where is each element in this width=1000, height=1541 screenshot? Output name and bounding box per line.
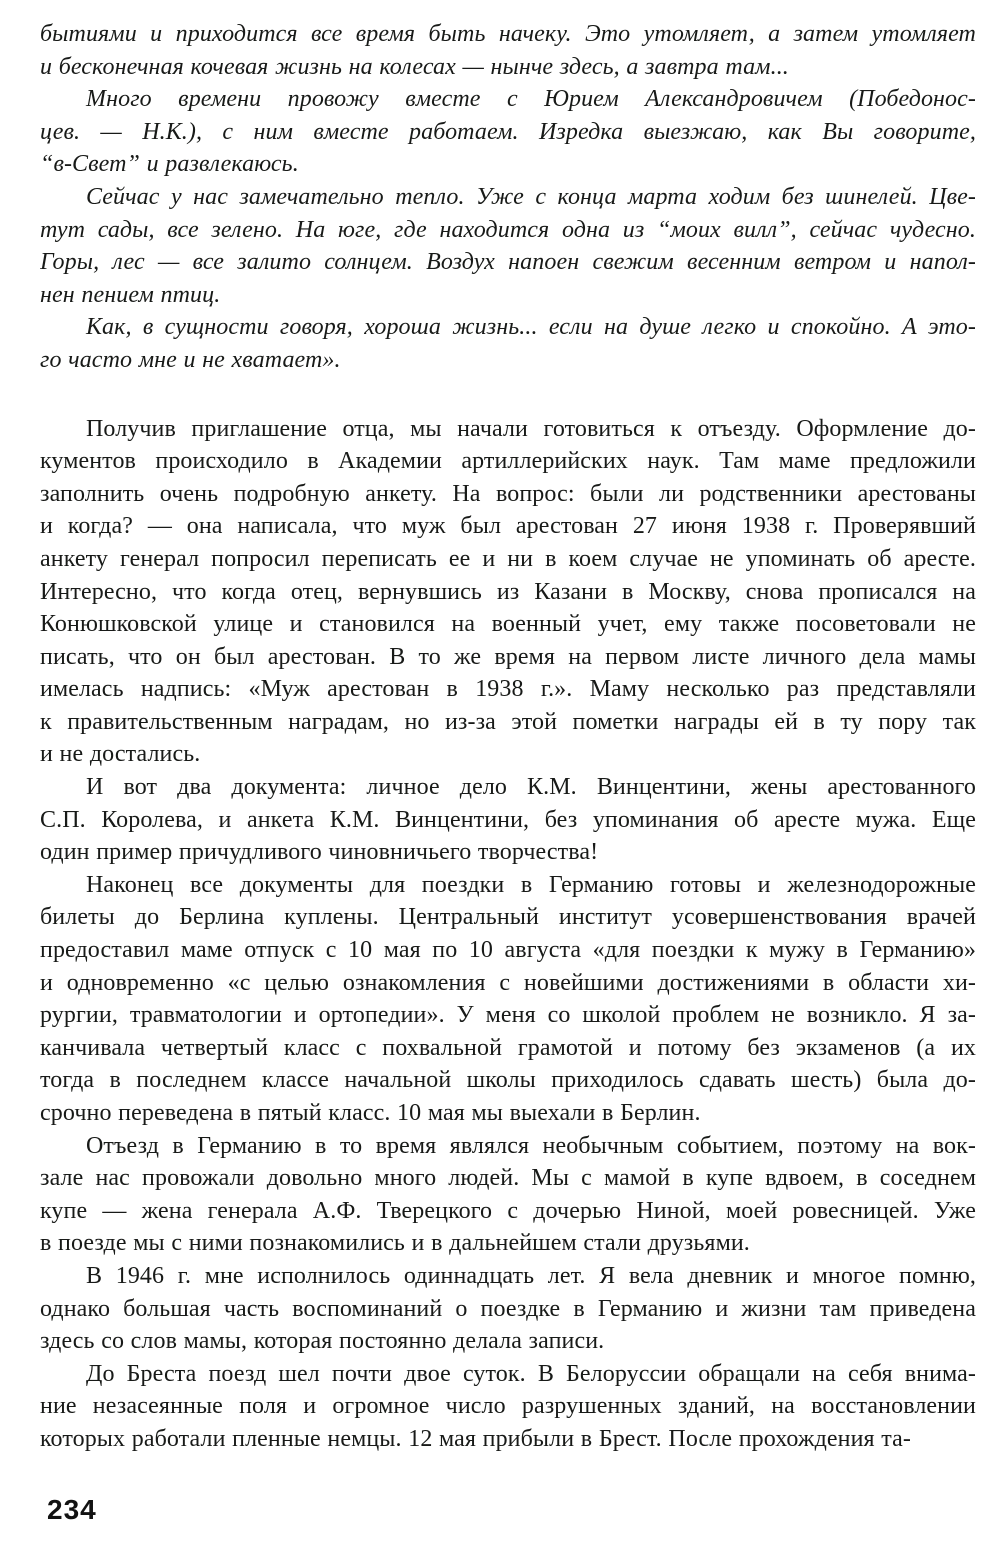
- paragraph: [40, 311, 976, 376]
- text-line: купе — жена генерала А.Ф. Тверецкого с дочерью Ниной, моей ровесницей. Уже: [40, 1197, 976, 1224]
- text-column: [40, 18, 976, 1456]
- text-line: писать, что он был арестован. В то же время на первом листе личного дела мамы: [40, 643, 976, 670]
- letter-excerpt: [40, 18, 976, 377]
- paragraph: [40, 413, 976, 772]
- text-line: Горы, лес — все залито солнцем. Воздух напоен свежим весенним ветром и напол-: [40, 249, 976, 276]
- text-line: Интересно, что когда отец, вернувшись из Казани в Москву, снова прописался на: [40, 578, 976, 605]
- text-line: предоставил маме отпуск с 10 мая по 10 августа «для поездки к мужу в Германию»: [40, 937, 976, 964]
- text-line: И вот два документа: личное дело К.М. Винцентини, жены арестованного: [86, 774, 976, 801]
- text-line: и бесконечная кочевая жизнь на колесах — нынче здесь, а завтра там...: [40, 53, 789, 80]
- text-line: Отъезд в Германию в то время являлся необычным событием, поэтому на вок-: [86, 1132, 976, 1159]
- paragraph: [40, 1260, 976, 1358]
- text-line: “в-Свет” и развлекаюсь.: [40, 151, 299, 178]
- text-line: кументов происходило в Академии артиллерийских наук. Там маме предложили: [40, 448, 976, 475]
- page-number: 234: [47, 1494, 97, 1525]
- text-line: здесь со слов мамы, которая постоянно делала записи.: [40, 1328, 605, 1355]
- paragraph: [40, 181, 976, 311]
- text-line: один пример причудливого чиновничьего творчества!: [40, 839, 599, 866]
- text-line: и когда? — она написала, что муж был арестован 27 июня 1938 г. Проверявший: [40, 513, 976, 540]
- text-line: зале нас провожали довольно много людей. Мы с мамой в купе вдвоем, в соседнем: [40, 1165, 976, 1192]
- text-line: бытиями и приходится все время быть начеку. Это утомляет, а затем утомляет: [40, 21, 976, 47]
- paragraph: [40, 18, 976, 83]
- text-line: тогда в последнем классе начальной школы приходилось сдавать шесть) была до-: [40, 1067, 976, 1094]
- text-line: В 1946 г. мне исполнилось одиннадцать лет. Я вела дневник и многое помню,: [86, 1262, 976, 1289]
- text-line: в поезде мы с ними познакомились и в дальнейшем стали друзьями.: [40, 1230, 750, 1257]
- paragraph: [40, 771, 976, 869]
- text-line: Как, в сущности говоря, хороша жизнь... если на душе легко и спокойно. А это-: [86, 314, 976, 341]
- paragraph: [40, 1358, 976, 1456]
- text-line: срочно переведена в пятый класс. 10 мая мы выехали в Берлин.: [40, 1100, 701, 1126]
- paragraph: [40, 83, 976, 181]
- text-line: До Бреста поезд шел почти двое суток. В Белоруссии обращали на себя внима-: [86, 1360, 976, 1387]
- text-line: анкету генерал попросил переписать ее и ни в коем случае не упоминать об аресте.: [40, 545, 976, 572]
- text-line: Получив приглашение отца, мы начали готовиться к отъезду. Оформление до-: [86, 415, 976, 442]
- text-line: заполнить очень подробную анкету. На вопрос: были ли родственники арестованы: [40, 480, 976, 507]
- text-line: канчивала четвертый класс с похвальной грамотой и потому без экзаменов (а их: [40, 1034, 976, 1061]
- memoir-body: [40, 413, 976, 1456]
- text-line: которых работали пленные немцы. 12 мая прибыли в Брест. После прохождения та-: [40, 1425, 912, 1452]
- text-line: билеты до Берлина куплены. Центральный институт усовершенствования врачей: [40, 904, 976, 931]
- text-line: го часто мне и не хватает».: [40, 346, 341, 373]
- text-line: однако большая часть воспоминаний о поездке в Германию и жизни там приведена: [40, 1295, 976, 1322]
- text-line: Наконец все документы для поездки в Германию готовы и железнодорожные: [86, 871, 976, 898]
- paragraph: [40, 1130, 976, 1260]
- paragraph: [40, 869, 976, 1130]
- text-line: и одновременно «с целью ознакомления с новейшими достижениями в области хи-: [40, 969, 976, 996]
- text-line: имелась надпись: «Муж арестован в 1938 г.». Маму несколько раз представляли: [40, 676, 976, 703]
- text-line: к правительственным наградам, но из-за этой пометки награды ей в ту пору так: [40, 708, 976, 735]
- text-line: ние незасеянные поля и огромное число разрушенных зданий, на восстановлении: [40, 1393, 976, 1420]
- text-line: Много времени провожу вместе с Юрием Александровичем (Победонос-: [86, 86, 976, 113]
- text-line: Конюшковской улице и становился на военный учет, ему также посоветовали не: [40, 611, 976, 638]
- text-line: и не достались.: [40, 741, 201, 768]
- text-line: нен пением птиц.: [40, 281, 221, 308]
- text-line: С.П. Королева, и анкета К.М. Винцентини, без упоминания об аресте мужа. Еще: [40, 806, 976, 833]
- text-line: рургии, травматологии и ортопедии». У меня со школой проблем не возникло. Я за-: [40, 1002, 976, 1029]
- text-line: цев. — Н.К.), с ним вместе работаем. Изредка выезжаю, как Вы говорите,: [40, 118, 976, 145]
- text-line: Сейчас у нас замечательно тепло. Уже с конца марта ходим без шинелей. Цве-: [86, 183, 976, 210]
- text-line: тут сады, все зелено. На юге, где находится одна из “моих вилл”, сейчас чудесно.: [40, 216, 976, 243]
